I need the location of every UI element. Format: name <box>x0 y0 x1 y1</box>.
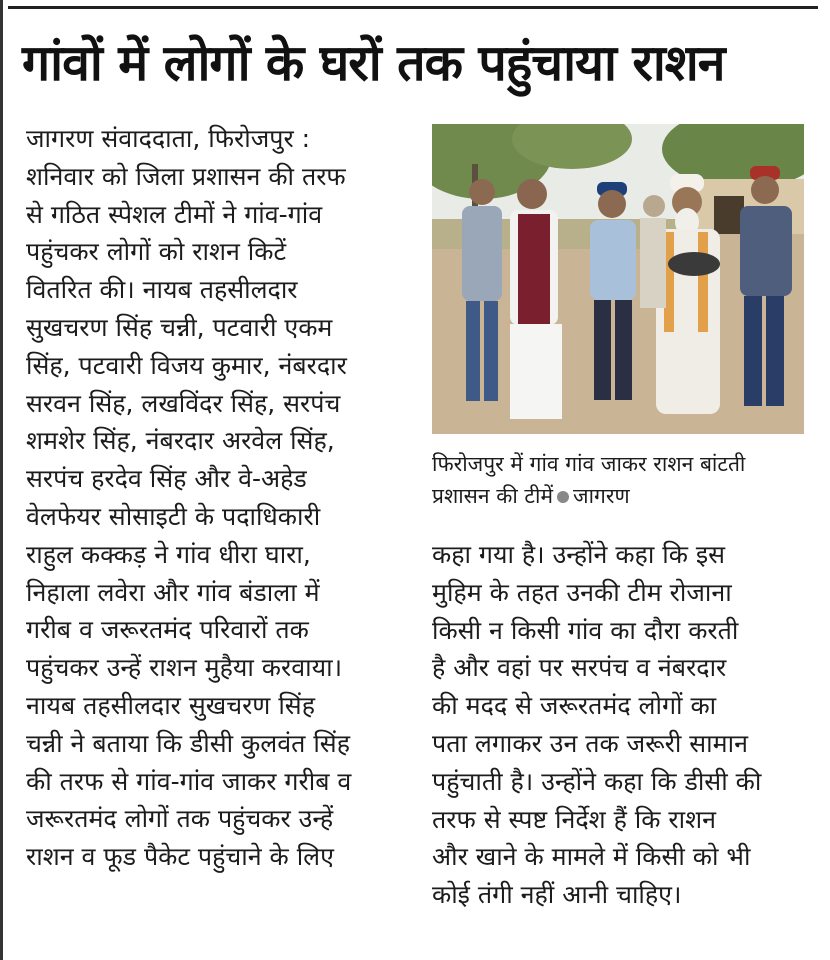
body-line: पहुंचाती है। उन्होंने कहा कि डीसी की <box>432 766 762 796</box>
photo-caption <box>432 448 812 512</box>
body-line: सरवन सिंह, लखविंदर सिंह, सरपंच <box>26 388 341 418</box>
body-line: कोई तंगी नहीं आनी चाहिए। <box>432 880 682 910</box>
body-line: चन्नी ने बताया कि डीसी कुलवंत सिंह <box>26 728 350 758</box>
body-line: जरूरतमंद लोगों तक पहुंचकर उन्हें <box>26 804 334 834</box>
body-line: सरपंच हरदेव सिंह और वे-अहेड <box>26 464 307 494</box>
page-edge-border <box>0 0 3 960</box>
bullet-dot-icon <box>557 491 569 503</box>
body-line: शमशेर सिंह, नंबरदार अरवेल सिंह, <box>26 426 335 456</box>
caption-text: प्रशासन की टीमें <box>432 484 554 508</box>
body-line: पहुंचकर लोगों को राशन किटें <box>26 237 287 267</box>
body-line: तरफ से स्पष्ट निर्देश हैं कि राशन <box>432 804 717 834</box>
headline: गांवों में लोगों के घरों तक पहुंचाया राशन <box>22 34 725 92</box>
body-line: मुहिम के तहत उनकी टीम रोजाना <box>432 577 732 607</box>
body-line: निहाला लवेरा और गांव बंडाला में <box>26 577 320 607</box>
body-line: राशन व फूड पैकेट पहुंचाने के लिए <box>26 842 334 872</box>
body-line: की मदद से जरूरतमंद लोगों का <box>432 691 717 721</box>
body-line: गरीब व जरूरतमंद परिवारों तक <box>26 615 309 645</box>
body-line: की तरफ से गांव-गांव जाकर गरीब व <box>26 766 352 796</box>
news-photo <box>432 124 804 434</box>
caption-line <box>432 480 812 512</box>
body-line: वितरित की। नायब तहसीलदार <box>26 275 298 305</box>
body-line: कहा गया है। उन्होंने कहा कि इस <box>432 540 726 569</box>
body-line: जागरण संवाददाता, फिरोजपुर : <box>26 124 311 153</box>
body-line: और खाने के मामले में किसी को भी <box>432 842 751 872</box>
body-line: वेलफेयर सोसाइटी के पदाधिकारी <box>26 501 321 531</box>
photo-credit: जागरण <box>573 484 630 508</box>
left-column <box>26 120 418 876</box>
body-line: सुखचरण सिंह चन्नी, पटवारी एकम <box>26 312 333 342</box>
body-line: सिंह, पटवारी विजय कुमार, नंबरदार <box>26 350 347 380</box>
right-column <box>432 536 812 914</box>
body-line: राहुल कक्कड़ ने गांव धीरा घारा, <box>26 539 311 569</box>
body-line: से गठित स्पेशल टीमों ने गांव-गांव <box>26 199 323 229</box>
top-rule <box>8 6 818 9</box>
caption-line: फिरोजपुर में गांव गांव जाकर राशन बांटती <box>432 452 746 476</box>
body-line: पता लगाकर उन तक जरूरी सामान <box>432 728 748 758</box>
body-line: शनिवार को जिला प्रशासन की तरफ <box>26 161 346 191</box>
body-line: है और वहां पर सरपंच व नंबरदार <box>432 653 727 683</box>
body-line: पहुंचकर उन्हें राशन मुहैया करवाया। <box>26 653 343 683</box>
body-line: किसी न किसी गांव का दौरा करती <box>432 615 739 645</box>
body-line: नायब तहसीलदार सुखचरण सिंह <box>26 690 315 720</box>
